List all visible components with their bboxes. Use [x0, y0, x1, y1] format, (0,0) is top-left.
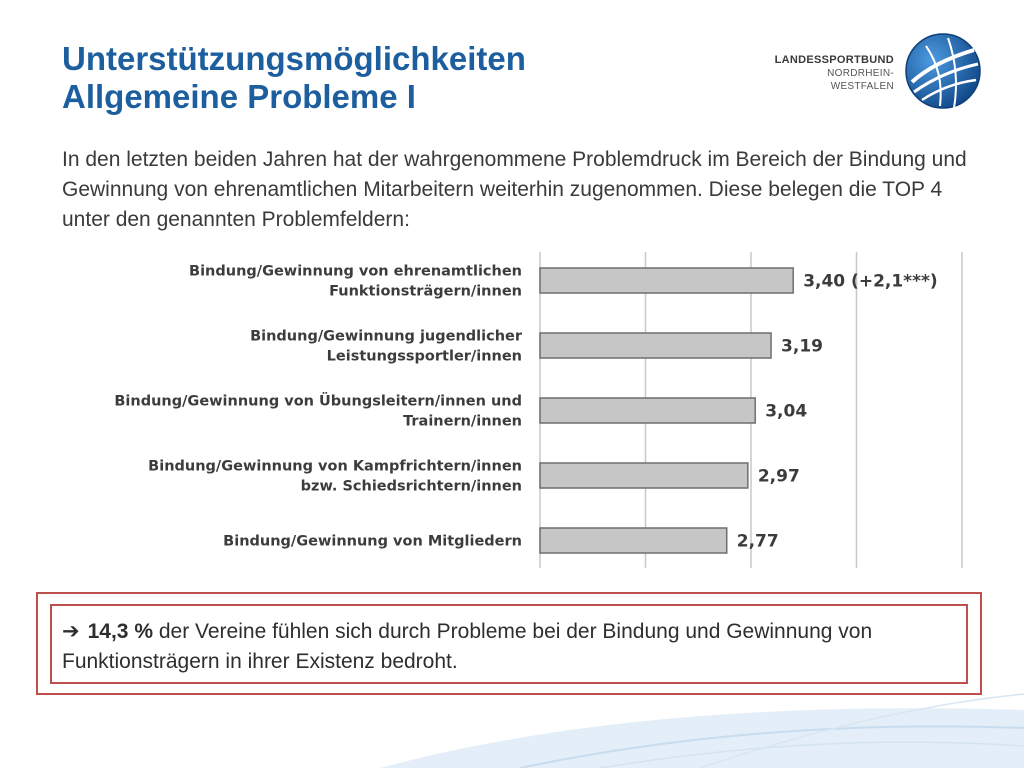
bar: [540, 333, 771, 358]
category-label: Bindung/Gewinnung von ehrenamtlichen: [189, 263, 522, 280]
bar: [540, 398, 755, 423]
title-line-1: Unterstützungsmöglichkeiten: [62, 40, 526, 77]
value-label: 3,40 (+2,1***): [803, 271, 938, 292]
arrow-right-icon: ➔: [62, 619, 80, 643]
key-finding-note: [62, 616, 952, 677]
category-label: Leistungssportler/innen: [326, 348, 522, 365]
category-label: bzw. Schiedsrichtern/innen: [300, 478, 522, 495]
value-label: 2,97: [757, 466, 800, 487]
logo-line-2: NORDRHEIN-WESTFALEN: [827, 68, 894, 92]
note-text: der Vereine fühlen sich durch Probleme bei der Bindung und Gewinnung von Funktionsträgern in ihrer Existenz bedroht.: [62, 620, 873, 673]
note-highlight: 14,3 %: [87, 620, 153, 643]
title-line-2: Allgemeine Probleme I: [62, 78, 416, 115]
bar: [540, 463, 748, 488]
value-label: 3,19: [781, 336, 823, 357]
decorative-swoosh: [0, 688, 1024, 768]
value-label: 2,77: [736, 531, 779, 552]
logo-text: [775, 54, 894, 93]
chart-bars: [540, 268, 793, 553]
logo-line-1: LANDESSPORTBUND: [774, 54, 894, 66]
bar: [540, 268, 793, 293]
intro-text: In den letzten beiden Jahren hat der wahrgenommene Problemdruck im Bereich der Bindung und Gewinnung von ehrenamtlichen Mitarbeitern weiterhin zugenommen. Diese belegen die TOP 4 unter den genannten Problemfeldern:: [62, 148, 967, 231]
category-label: Bindung/Gewinnung von Übungsleitern/innen und: [114, 393, 522, 410]
landessportbund-logo: [774, 32, 982, 108]
value-label: 3,04: [765, 401, 808, 422]
page-title: [62, 40, 526, 116]
category-label: Bindung/Gewinnung jugendlicher: [250, 328, 522, 345]
category-label: Trainern/innen: [403, 413, 522, 430]
category-label: Funktionsträgern/innen: [329, 283, 522, 300]
globe-icon: [904, 32, 982, 110]
category-label: Bindung/Gewinnung von Mitgliedern: [223, 533, 522, 550]
chart-value-labels: [737, 272, 938, 552]
bar-chart: [60, 248, 970, 573]
chart-category-labels: [114, 264, 522, 550]
category-label: Bindung/Gewinnung von Kampfrichtern/innen: [148, 458, 522, 475]
bar: [540, 528, 727, 553]
